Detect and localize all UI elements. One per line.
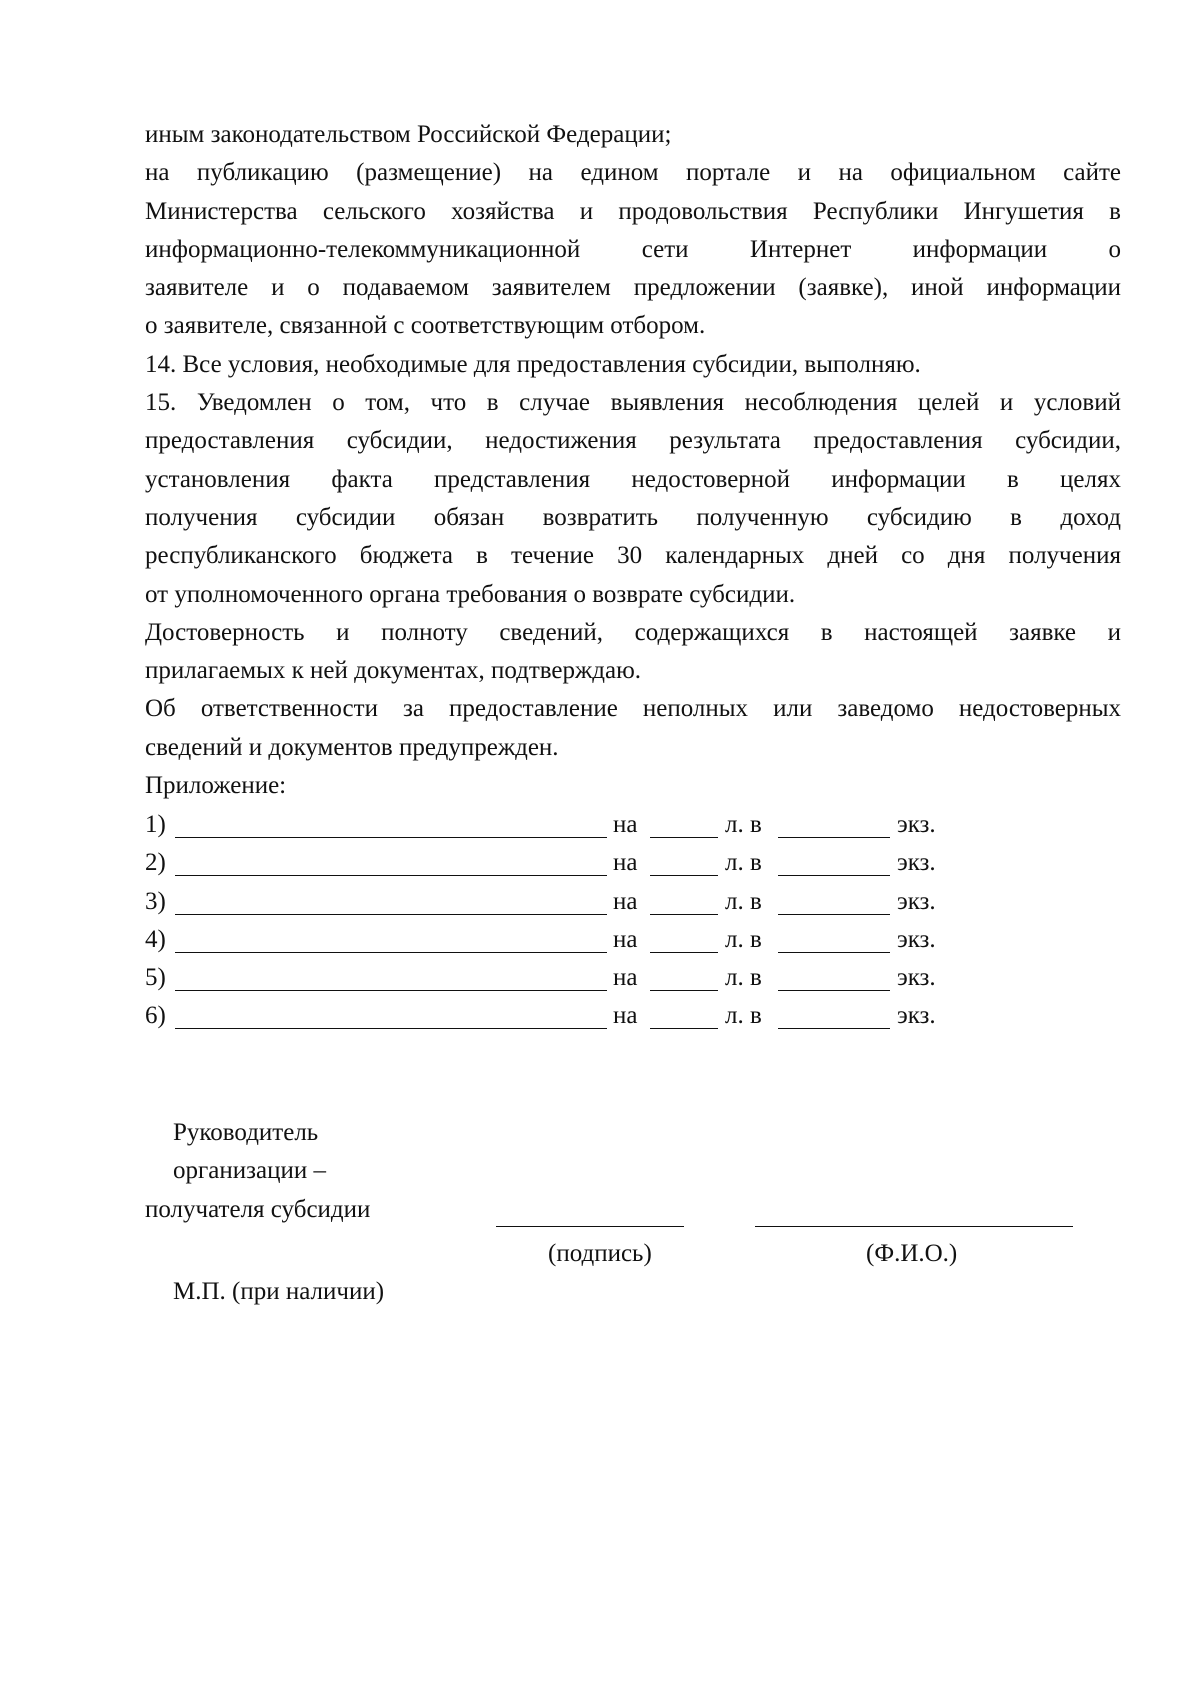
attachment-copies-label: экз. [897,811,936,838]
text-line: республиканского бюджета в течение 30 календарных дней со дня получения [145,542,1121,570]
attachment-number: 6) [145,1002,166,1030]
attachment-copies-blank [778,914,890,915]
attachment-on-label: на [613,1002,638,1030]
text-line: от уполномоченного органа требования о возврате субсидии. [145,580,796,608]
stamp-note: М.П. (при наличии) [173,1278,385,1305]
attachment-title-blank [175,914,607,915]
clause-14: 14. Все условия, необходимые для предоставления субсидии, выполняю. [145,350,921,378]
text-line: Достоверность и полноту сведений, содержащихся в настоящей заявке и [145,618,1121,646]
attachment-row [145,883,965,921]
attachment-title-blank [175,952,607,953]
attachment-copies-label: экз. [897,1002,936,1030]
attachment-sheets-blank [650,837,718,838]
text-line: заявителе и о подаваемом заявителем предложении (заявке), иной информации [145,274,1121,302]
attachment-on-label: на [613,964,638,992]
attachment-sheets-label: л. в [725,849,762,877]
attachment-copies-blank [778,1028,890,1029]
signature-caption: (подпись) [548,1240,652,1267]
text-line: Министерства сельского хозяйства и продовольствия Республики Ингушетия в [145,197,1121,225]
text-line: на публикацию (размещение) на едином портале и на официальном сайте [145,159,1121,187]
text-line: информационно-телекоммуникационной сети Интернет информации о [145,235,1121,263]
attachment-title-blank [175,1028,607,1029]
attachment-title-blank [175,990,607,991]
attachment-copies-label: экз. [897,849,936,877]
text-line: о заявителе, связанной с соответствующим отбором. [145,312,706,340]
name-blank [755,1226,1073,1227]
attachment-on-label: на [613,849,638,877]
attachment-number: 3) [145,887,166,915]
attachment-row [145,921,965,959]
attachment-number: 1) [145,811,166,838]
text-line: установления факта представления недостоверной информации в целях [145,465,1121,493]
attachment-sheets-label: л. в [725,887,762,915]
text-line: предоставления субсидии, недостижения результата предоставления субсидии, [145,427,1121,455]
attachment-on-label: на [613,925,638,953]
attachment-row [145,806,965,844]
attachment-row [145,997,965,1035]
name-caption: (Ф.И.О.) [866,1240,958,1267]
attachment-sheets-label: л. в [725,811,762,838]
attachment-sheets-blank [650,952,718,953]
attachment-sheets-blank [650,1028,718,1029]
attachment-title-blank [175,837,607,838]
attachment-copies-blank [778,875,890,876]
attachment-sheets-blank [650,914,718,915]
attachment-number: 5) [145,964,166,992]
attachments-heading: Приложение: [145,772,287,800]
attachments-list [145,806,965,1036]
attachment-sheets-blank [650,875,718,876]
attachment-copies-label: экз. [897,887,936,915]
attachment-copies-label: экз. [897,964,936,992]
text-line: получения субсидии обязан возвратить полученную субсидию в доход [145,503,1121,531]
document-body [145,116,1121,805]
signer-role-line-1: Руководитель [173,1119,319,1146]
attachment-title-blank [175,875,607,876]
attachment-row [145,844,965,882]
signature-blank [496,1226,684,1227]
signer-role-line-2: организации – [173,1157,326,1184]
signer-role-line-3: получателя субсидии [145,1196,371,1223]
attachment-row [145,959,965,997]
attachment-on-label: на [613,811,638,838]
attachment-sheets-blank [650,990,718,991]
attachment-copies-blank [778,837,890,838]
attachment-number: 4) [145,925,166,953]
attachment-sheets-label: л. в [725,1002,762,1030]
attachment-sheets-label: л. в [725,925,762,953]
text-line: сведений и документов предупрежден. [145,733,559,761]
text-line: Об ответственности за предоставление неполных или заведомо недостоверных [145,695,1121,723]
text-line: иным законодательством Российской Федерации; [145,121,672,148]
attachment-copies-label: экз. [897,925,936,953]
text-line: прилагаемых к ней документах, подтверждаю. [145,657,642,685]
attachment-copies-blank [778,952,890,953]
attachment-number: 2) [145,849,166,877]
attachment-sheets-label: л. в [725,964,762,992]
attachment-copies-blank [778,990,890,991]
clause-15: 15. Уведомлен о том, что в случае выявления несоблюдения целей и условий [145,389,1121,417]
attachment-on-label: на [613,887,638,915]
